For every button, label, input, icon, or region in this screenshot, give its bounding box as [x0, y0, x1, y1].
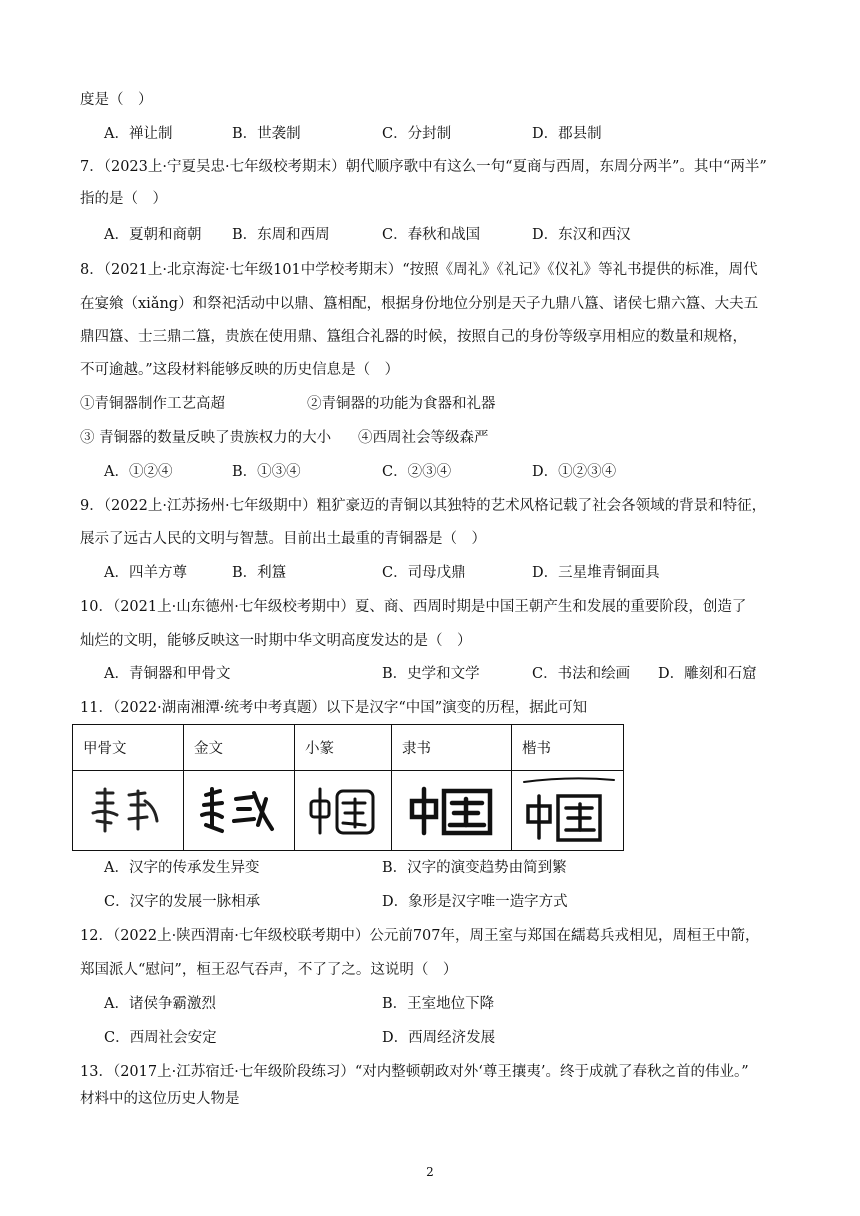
table-header-jiaguwen: 甲骨文 — [73, 725, 184, 771]
regular-script-image — [520, 776, 616, 846]
glyph-jiaguwen-image — [73, 771, 184, 851]
q9-option-a: A．四羊方尊 — [104, 565, 187, 581]
q8-item-4: ④西周社会等级森严 — [358, 430, 489, 446]
q13-stem-line1: 13．（2017上·江苏宿迁·七年级阶段练习）“对内整顿朝政对外‘尊王攘夷’。终于成就了春秋之首的伟业。” — [80, 1064, 749, 1080]
q12-option-a: A．诸侯争霸激烈 — [104, 996, 216, 1012]
q8-item-1: ①青铜器制作工艺高超 — [80, 396, 225, 412]
q9-option-d: D．三星堆青铜面具 — [532, 565, 660, 581]
q7-stem-line1: 7．（2023上·宁夏吴忠·七年级校考期末）朝代顺序歌中有这么一句“夏商与西周，东周分两半”。其中“两半” — [80, 159, 767, 175]
q10-option-d: D．雕刻和石窟 — [658, 666, 757, 682]
q8-stem-line1: 8．（2021上·北京海淀·七年级101中学校考期末）“按照《周礼》《礼记》《仪礼》等礼书提供的标准，周代 — [80, 262, 758, 278]
q12-stem-line2: 郑国派人“慰问”，桓王忍气吞声，不了了之。这说明（ ） — [80, 962, 458, 978]
q10-option-b: B．史学和文学 — [382, 666, 480, 682]
q9-option-b: B．利簋 — [232, 565, 287, 581]
q7-option-c: C．春秋和战国 — [382, 227, 481, 243]
q12-option-b: B．王室地位下降 — [382, 996, 495, 1012]
q7-option-b: B．东周和西周 — [232, 227, 330, 243]
glyph-lishu-image — [392, 771, 512, 851]
q11-option-d: D．象形是汉字唯一造字方式 — [382, 894, 568, 910]
small-seal-script-image — [305, 781, 381, 841]
q11-option-b: B．汉字的演变趋势由简到繁 — [382, 860, 567, 876]
q6-tail: 度是（ ） — [80, 92, 153, 108]
q10-option-a: A．青铜器和甲骨文 — [104, 666, 231, 682]
q10-stem-line1: 10．（2021上·山东德州·七年级校考期中）夏、商、西周时期是中国王朝产生和发展的重要阶段，创造了 — [80, 599, 747, 615]
q8-stem-line4: 不可逾越。”这段材料能够反映的历史信息是（ ） — [80, 362, 400, 378]
glyph-jinwen-image — [184, 771, 295, 851]
table-header-lishu: 隶书 — [392, 725, 512, 771]
q12-stem-line1: 12．（2022上·陕西渭南·七年级校联考期中）公元前707年，周王室与郑国在繻葛兵戎相见，周桓王中箭， — [80, 928, 760, 944]
glyph-xiaozhuan-image — [295, 771, 392, 851]
q8-option-a: A．①②④ — [104, 464, 173, 480]
q7-stem-line2: 指的是（ ） — [80, 191, 167, 207]
q6-option-d: D．郡县制 — [532, 126, 602, 142]
q8-stem-line2: 在宴飨（xiǎng）和祭祀活动中以鼎、簋相配，根据身份地位分别是天子九鼎八簋、诸侯七鼎六簋、大夫五 — [80, 296, 759, 312]
q8-item-3: ③ 青铜器的数量反映了贵族权力的大小 — [80, 430, 332, 446]
q11-option-c: C．汉字的发展一脉相承 — [104, 894, 261, 910]
table-header-kaishu: 楷书 — [512, 725, 624, 771]
q8-stem-line3: 鼎四簋、士三鼎二簋，贵族在使用鼎、簋组合礼器的时候，按照自己的身份等级享用相应的数量和规格， — [80, 329, 747, 345]
q7-option-d: D．东汉和西汉 — [532, 227, 631, 243]
q6-option-a: A．禅让制 — [104, 126, 173, 142]
table-header-jinwen: 金文 — [184, 725, 295, 771]
q8-option-c: C．②③④ — [382, 464, 452, 480]
q9-option-c: C．司母戊鼎 — [382, 565, 466, 581]
q8-option-b: B．①③④ — [232, 464, 301, 480]
glyph-kaishu-image — [512, 771, 624, 851]
q9-stem-line2: 展示了远古人民的文明与智慧。目前出土最重的青铜器是（ ） — [80, 531, 486, 547]
q11-option-a: A．汉字的传承发生异变 — [104, 860, 260, 876]
q10-stem-line2: 灿烂的文明，能够反映这一时期中华文明高度发达的是（ ） — [80, 633, 472, 649]
q8-option-d: D．①②③④ — [532, 464, 617, 480]
table-header-xiaozhuan: 小篆 — [295, 725, 392, 771]
bronze-script-image — [194, 781, 284, 841]
q11-stem-line1: 11．（2022·湖南湘潭·统考中考真题）以下是汉字“中国”演变的历程，据此可知 — [80, 700, 588, 716]
page-number: 2 — [426, 1165, 434, 1179]
q6-option-b: B．世袭制 — [232, 126, 301, 142]
q13-stem-line2: 材料中的这位历史人物是 — [80, 1091, 240, 1107]
clerical-script-image — [404, 781, 500, 841]
q10-option-c: C．书法和绘画 — [532, 666, 631, 682]
q12-option-c: C．西周社会安定 — [104, 1030, 217, 1046]
q7-option-a: A．夏朝和商朝 — [104, 227, 202, 243]
q12-option-d: D．西周经济发展 — [382, 1030, 496, 1046]
q9-stem-line1: 9．（2022上·江苏扬州·七年级期中）粗犷豪迈的青铜以其独特的艺术风格记载了社会各领域的背景和特征， — [80, 498, 767, 514]
hanzi-evolution-table — [72, 724, 624, 851]
q6-option-c: C．分封制 — [382, 126, 452, 142]
oracle-bone-script-image — [83, 781, 173, 841]
q8-item-2: ②青铜器的功能为食器和礼器 — [307, 396, 496, 412]
